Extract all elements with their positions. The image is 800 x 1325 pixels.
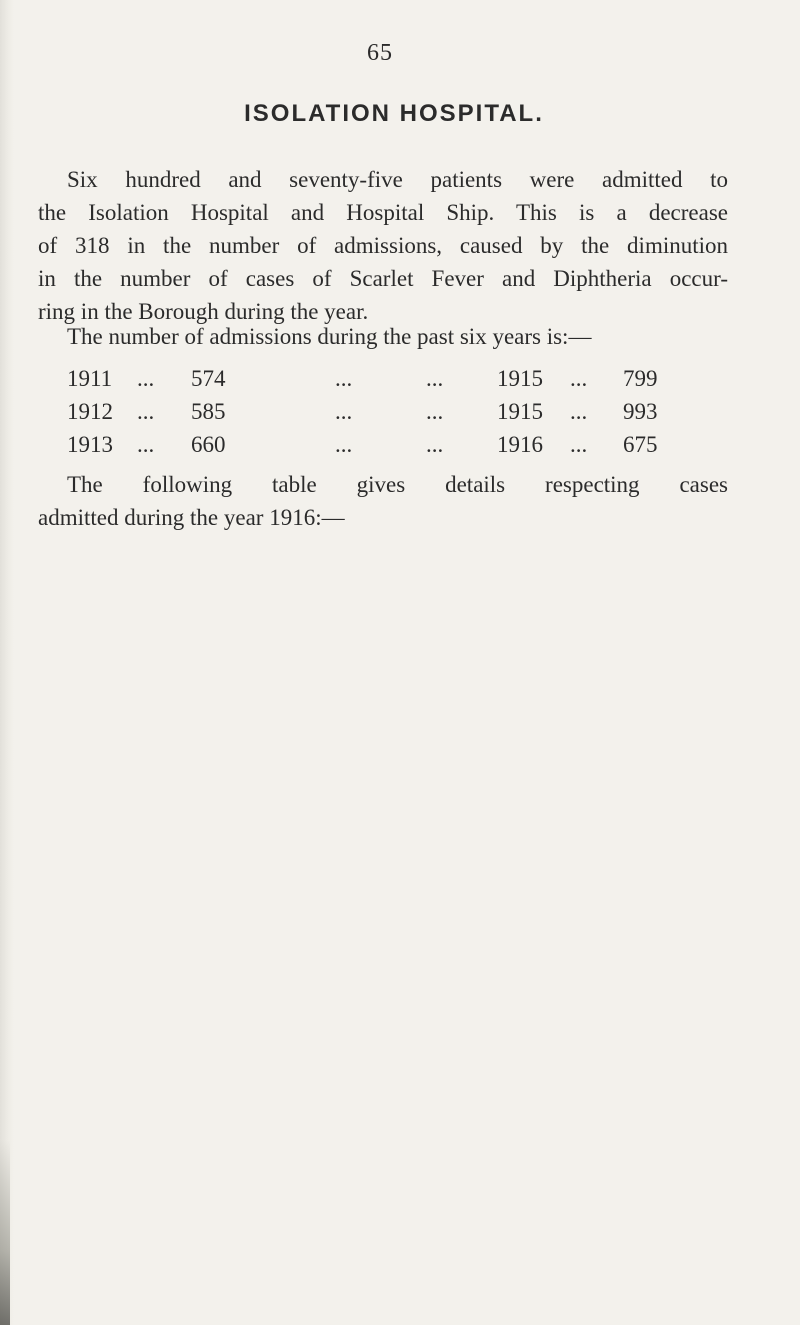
admissions-row	[67, 428, 728, 461]
page-number: 65	[367, 40, 393, 66]
year-right: 1916	[497, 432, 543, 457]
admissions-value-left: 574	[191, 366, 226, 391]
leader-dots: ...	[426, 432, 444, 457]
page-title: ISOLATION HOSPITAL.	[244, 100, 544, 127]
admissions-table	[67, 362, 728, 461]
paragraph-line: in the number of cases of Scarlet Fever and Diphtheria occur-	[38, 266, 728, 291]
admissions-row	[67, 395, 728, 428]
admissions-row	[67, 362, 728, 395]
leader-dots: ...	[137, 399, 155, 424]
page-gutter-shadow	[0, 0, 14, 1325]
page-edge-shadow	[0, 1140, 10, 1325]
table-intro-paragraph	[38, 468, 728, 534]
leader-dots: ...	[335, 399, 353, 424]
year-left: 1911	[67, 366, 113, 391]
leader-dots: ...	[137, 366, 155, 391]
paragraph-line: ring in the Borough during the year.	[38, 299, 369, 324]
year-right: 1915	[497, 366, 543, 391]
leader-dots: ...	[426, 366, 444, 391]
paragraph-line: of 318 in the number of admissions, caused by the diminution	[38, 233, 728, 258]
admissions-intro-paragraph: The number of admissions during the past six years is:—	[67, 324, 592, 349]
year-left: 1913	[67, 432, 113, 457]
paragraph-line: the Isolation Hospital and Hospital Ship. This is a decrease	[38, 200, 728, 225]
admissions-value-right: 675	[623, 432, 658, 457]
leader-dots: ...	[335, 366, 353, 391]
paragraph-line: Six hundred and seventy-five patients were admitted to	[67, 167, 728, 192]
paragraph-line: admitted during the year 1916:—	[38, 505, 345, 530]
admissions-value-right: 799	[623, 366, 658, 391]
leader-dots: ...	[570, 399, 588, 424]
year-left: 1912	[67, 399, 113, 424]
intro-paragraph	[38, 163, 728, 328]
leader-dots: ...	[570, 366, 588, 391]
leader-dots: ...	[335, 432, 353, 457]
leader-dots: ...	[426, 399, 444, 424]
year-right: 1915	[497, 399, 543, 424]
admissions-value-left: 585	[191, 399, 226, 424]
leader-dots: ...	[137, 432, 155, 457]
admissions-value-left: 660	[191, 432, 226, 457]
admissions-value-right: 993	[623, 399, 658, 424]
paragraph-line: The following table gives details respecting cases	[67, 472, 728, 497]
leader-dots: ...	[570, 432, 588, 457]
